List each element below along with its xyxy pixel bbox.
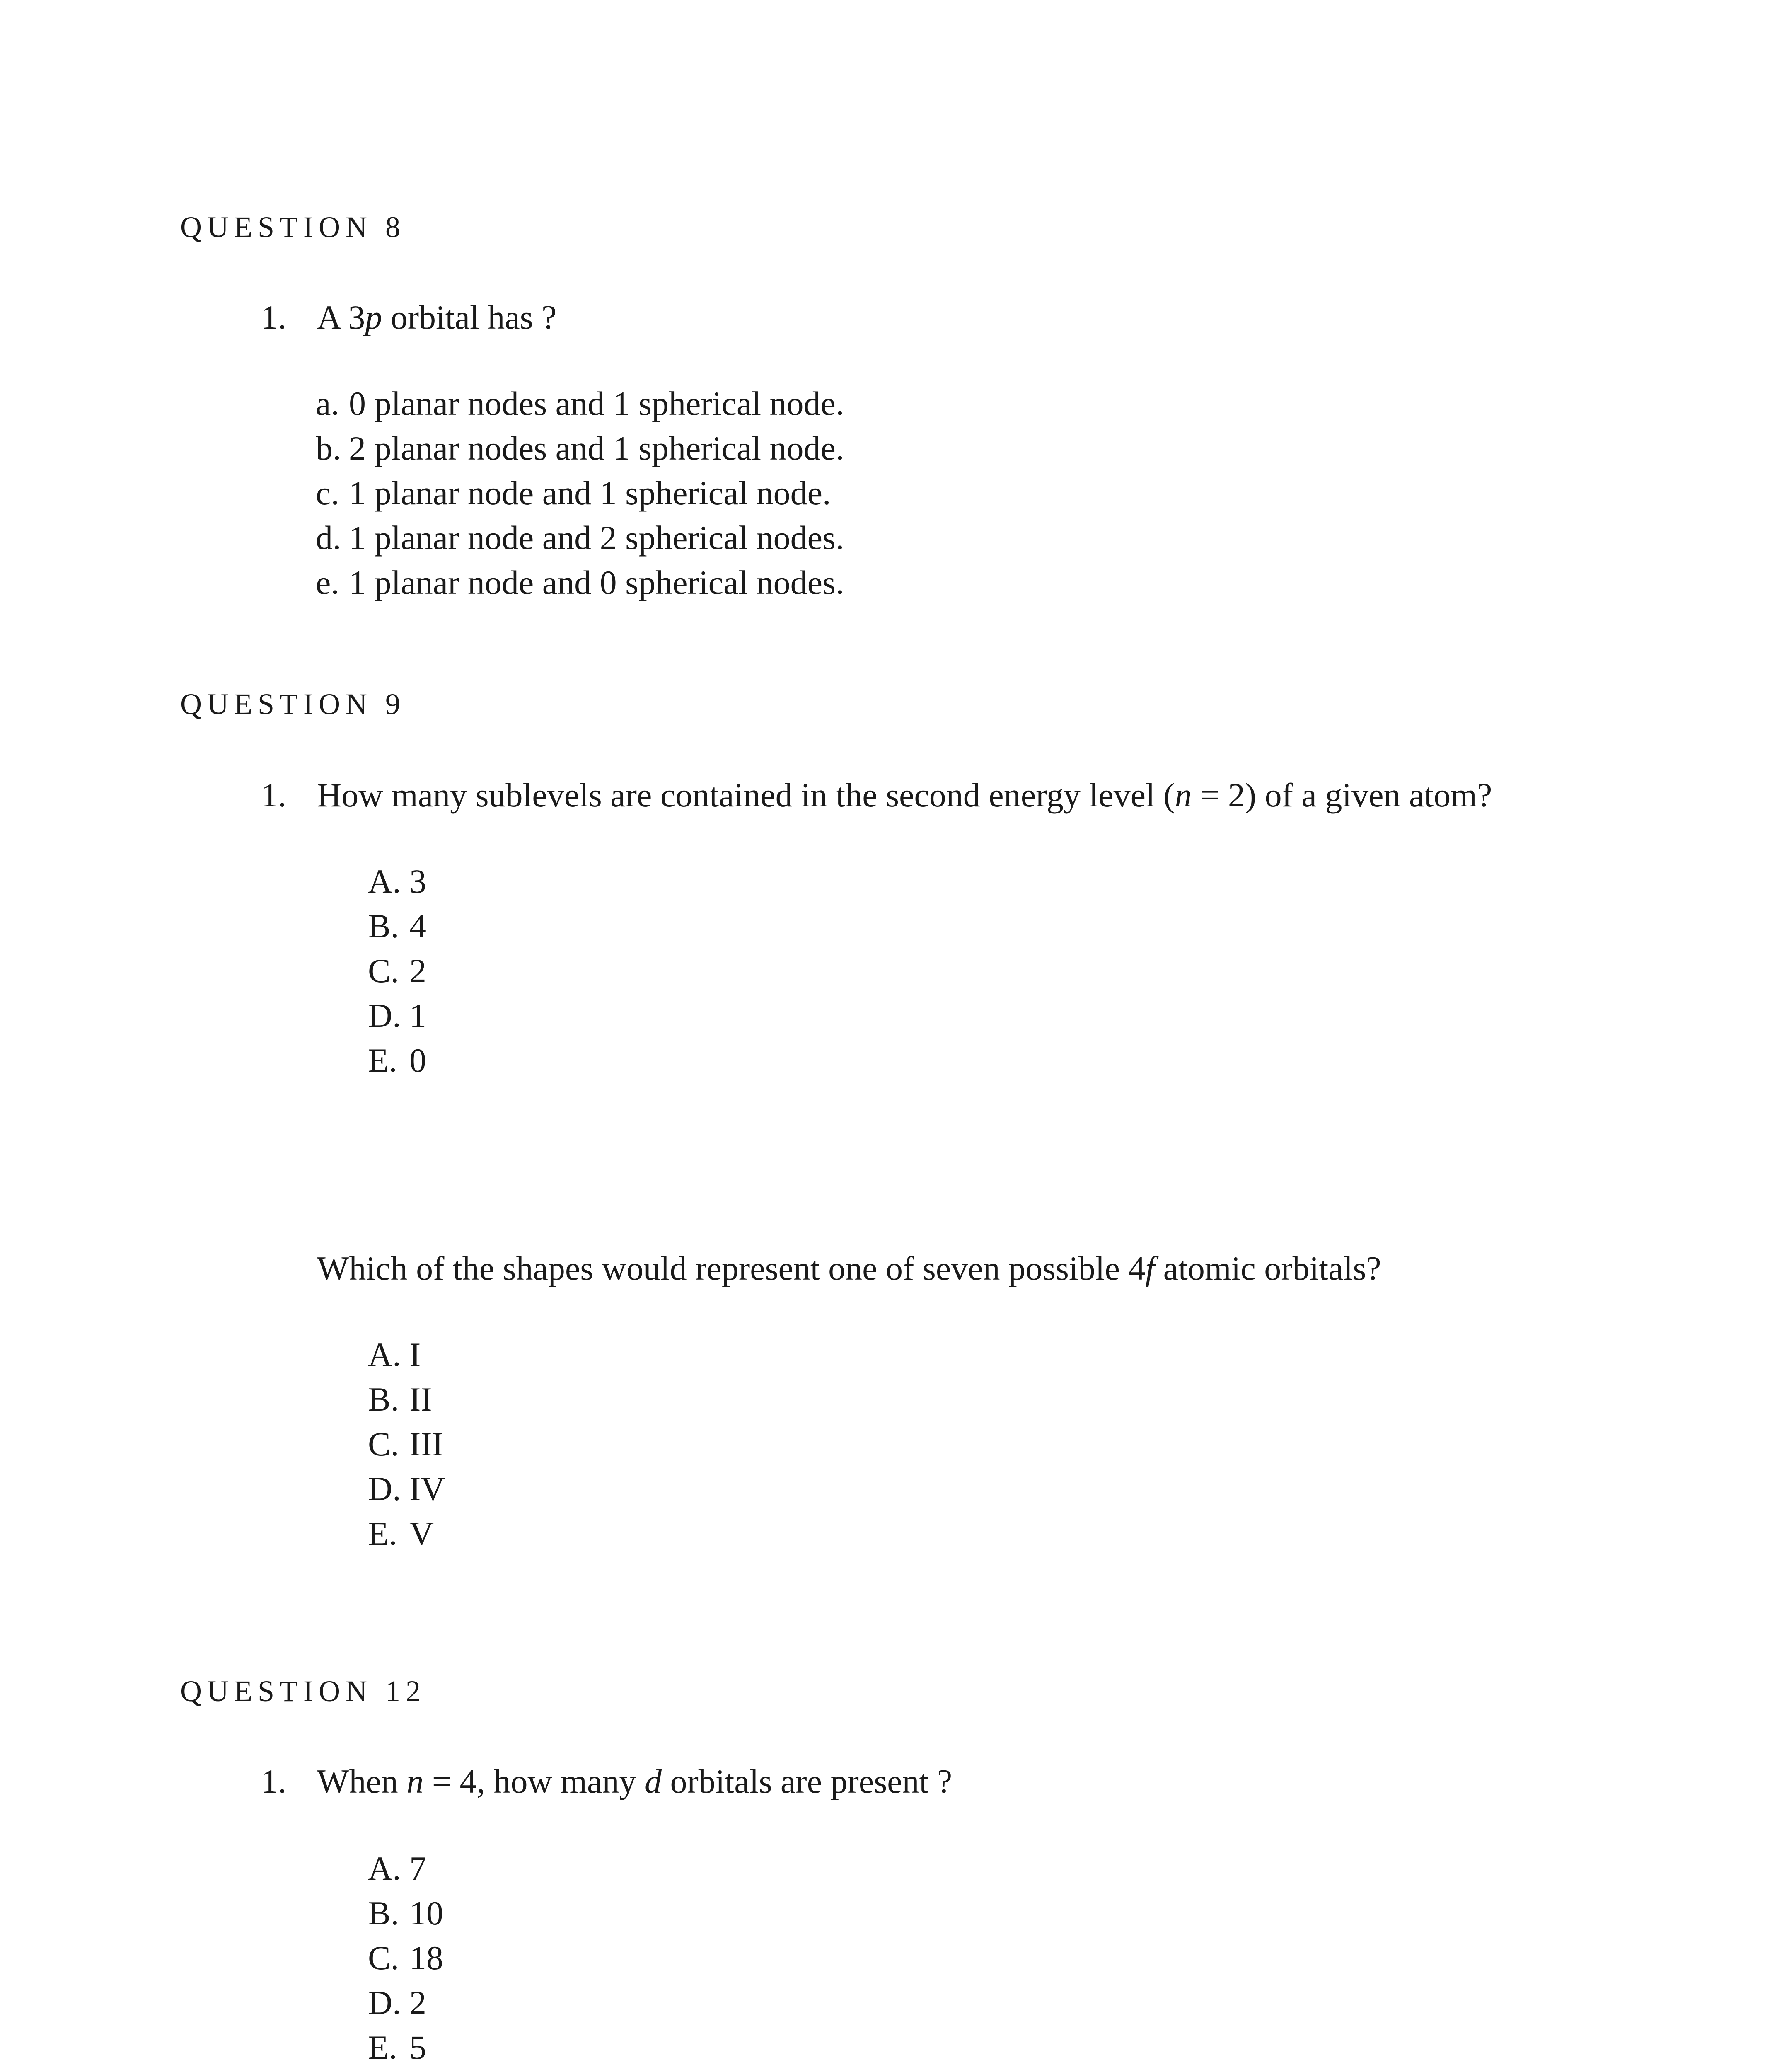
option-text: 0 planar nodes and 1 spherical node. [349,385,844,422]
option-text: 1 [409,997,426,1034]
question-12-stem-post: orbitals are present ? [661,1762,953,1800]
option-letter: b. [316,429,341,467]
option-letter: E. [368,1515,397,1552]
question-12-stem-pre: When [317,1762,407,1800]
option-text: 1 planar node and 0 spherical nodes. [349,564,844,601]
question-9-followup-stem [317,1251,1381,1285]
option-text: 3 [409,862,426,900]
option-text: I [409,1336,421,1373]
option-a[interactable] [368,859,426,904]
option-letter: A. [368,1336,401,1373]
question-12-stem [261,1762,953,1800]
option-text: 0 [409,1041,426,1079]
option-letter: B. [368,907,399,945]
option-letter: C. [368,1425,399,1463]
option-text: 2 planar nodes and 1 spherical node. [349,429,844,467]
question-9-heading: QUESTION 9 [180,687,406,721]
option-e[interactable] [316,560,844,605]
question-8-heading: QUESTION 8 [180,211,406,244]
option-letter: A. [368,862,401,900]
option-text: 18 [409,1939,443,1977]
option-letter: E. [368,2028,397,2066]
question-9-number: 1. [261,776,287,814]
option-a[interactable] [368,1846,443,1891]
followup-stem-var: f [1145,1249,1155,1287]
option-a[interactable] [316,381,844,426]
question-8-stem-var: p [365,298,382,336]
option-letter: B. [368,1894,399,1932]
question-9-options [368,859,426,1083]
option-letter: D. [368,1984,401,2021]
option-letter: e. [316,564,339,601]
option-letter: C. [368,952,399,990]
option-letter: D. [368,997,401,1034]
option-e[interactable] [368,1038,426,1083]
question-9-followup-options [368,1332,445,1556]
option-text: 1 planar node and 1 spherical node. [349,474,831,512]
question-8-options [316,381,844,605]
option-text: 2 [409,952,426,990]
option-letter: D. [368,1470,401,1508]
question-8-number: 1. [261,298,287,336]
option-c[interactable] [368,1422,445,1467]
question-12-options [368,1846,443,2070]
option-text: V [409,1515,434,1552]
question-12-number: 1. [261,1762,287,1800]
option-c[interactable] [368,1936,443,1980]
option-text: 2 [409,1984,426,2021]
option-letter: A. [368,1849,401,1887]
option-b[interactable] [368,1891,443,1936]
option-text: 1 planar node and 2 spherical nodes. [349,519,844,557]
option-text: 5 [409,2028,426,2066]
question-12-heading: QUESTION 12 [180,1675,426,1708]
option-e[interactable] [368,2025,443,2070]
question-12-stem-var1: n [406,1762,424,1800]
question-8-stem-post: orbital has ? [382,298,557,336]
option-text: 10 [409,1894,443,1932]
option-b[interactable] [316,426,844,471]
option-letter: E. [368,1041,397,1079]
option-letter: d. [316,519,341,557]
option-b[interactable] [368,904,426,949]
option-text: IV [409,1470,445,1508]
question-12-stem-mid: = 4, how many [423,1762,645,1800]
option-letter: C. [368,1939,399,1977]
option-letter: a. [316,385,339,422]
question-9-stem [261,778,1492,812]
question-9-stem-post: = 2) of a given atom? [1192,776,1492,814]
option-d[interactable] [368,1467,445,1511]
option-text: III [409,1425,443,1463]
option-b[interactable] [368,1377,445,1422]
option-d[interactable] [368,1980,443,2025]
option-letter: c. [316,474,339,512]
option-letter: B. [368,1380,399,1418]
option-text: 7 [409,1849,426,1887]
question-9-stem-pre: How many sublevels are contained in the second energy level ( [317,776,1175,814]
question-8-stem [261,300,556,334]
option-e[interactable] [368,1511,445,1556]
option-a[interactable] [368,1332,445,1377]
option-d[interactable] [368,993,426,1038]
option-text: 4 [409,907,426,945]
question-12-stem-var2: d [644,1762,662,1800]
followup-stem-pre: Which of the shapes would represent one of seven possible 4 [317,1249,1146,1287]
question-8-stem-pre: A 3 [317,298,365,336]
option-d[interactable] [316,516,844,560]
option-text: II [409,1380,432,1418]
followup-stem-post: atomic orbitals? [1155,1249,1381,1287]
option-c[interactable] [316,471,844,516]
option-c[interactable] [368,949,426,993]
question-9-stem-var: n [1175,776,1192,814]
